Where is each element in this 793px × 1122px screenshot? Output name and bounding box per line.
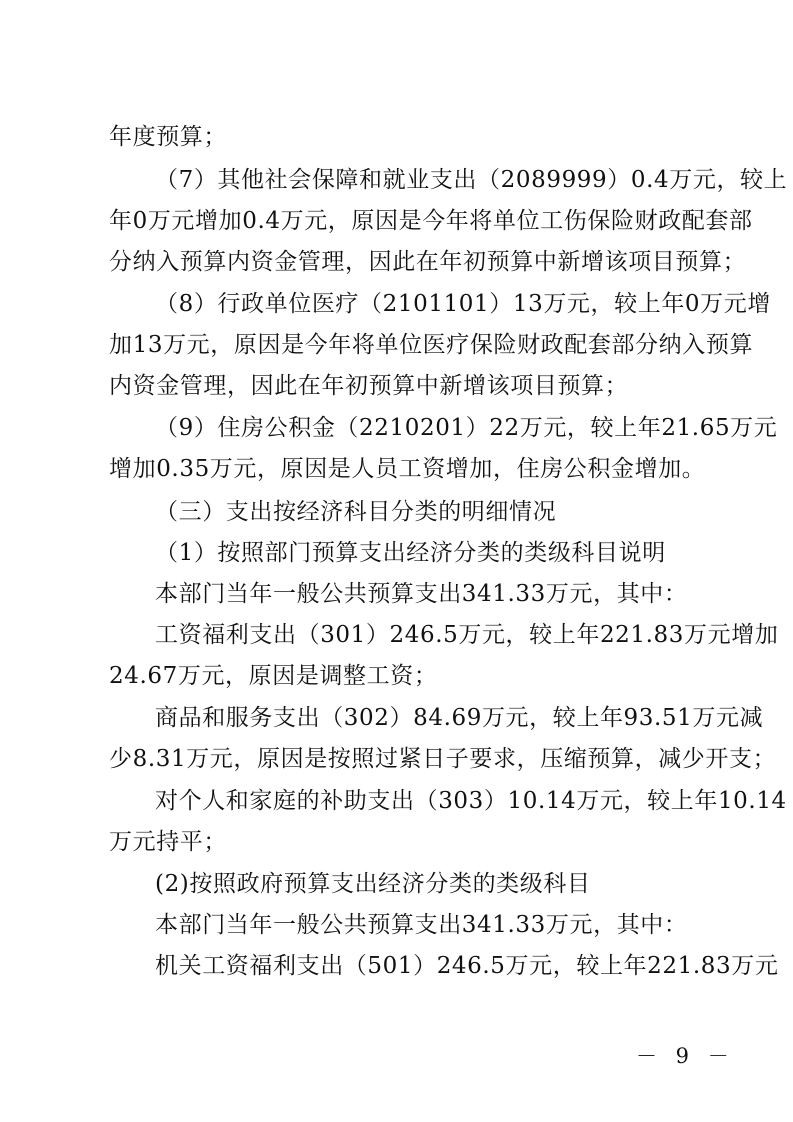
text-line: 分纳入预算内资金管理，因此在年初预算中新增该项目预算；: [109, 249, 747, 275]
text-line: 万元持平；: [109, 829, 227, 855]
text-line: 加13万元，原因是今年将单位医疗保险财政配套部分纳入预算: [109, 332, 754, 358]
text-line: 对个人和家庭的补助支出（303）10.14万元，较上年10.14: [155, 788, 787, 814]
text-line: 年度预算；: [109, 124, 227, 150]
text-line: （9）住房公积金（2210201）22万元，较上年21.65万元: [155, 415, 778, 441]
text-line: （7）其他社会保障和就业支出（2089999）0.4万元，较上: [155, 167, 788, 193]
text-line: 本部门当年一般公共预算支出341.33万元，其中：: [155, 581, 688, 607]
text-line: 商品和服务支出（302）84.69万元，较上年93.51万元减: [155, 705, 764, 731]
text-line: 年0万元增加0.4万元，原因是今年将单位工伤保险财政配套部: [109, 208, 753, 234]
text-line: 工资福利支出（301）246.5万元，较上年221.83万元增加: [155, 622, 779, 648]
text-line: 少8.31万元，原因是按照过紧日子要求，压缩预算，减少开支；: [109, 746, 777, 772]
text-line: 本部门当年一般公共预算支出341.33万元，其中：: [155, 912, 688, 938]
text-line: 机关工资福利支出（501）246.5万元，较上年221.83万元: [155, 953, 779, 979]
text-line: 24.67万元，原因是调整工资；: [109, 663, 438, 689]
text-line: （8）行政单位医疗（2101101）13万元，较上年0万元增: [155, 291, 771, 317]
section-heading: （三）支出按经济科目分类的明细情况: [155, 499, 557, 525]
subsection-heading: (2)按照政府预算支出经济分类的类级科目: [155, 871, 591, 897]
page-number: － 9 －: [636, 1044, 735, 1068]
text-line: 增加0.35万元，原因是人员工资增加，住房公积金增加。: [109, 456, 706, 482]
subsection-heading: （1）按照部门预算支出经济分类的类级科目说明: [155, 540, 666, 566]
text-line: 内资金管理，因此在年初预算中新增该项目预算；: [109, 373, 629, 399]
